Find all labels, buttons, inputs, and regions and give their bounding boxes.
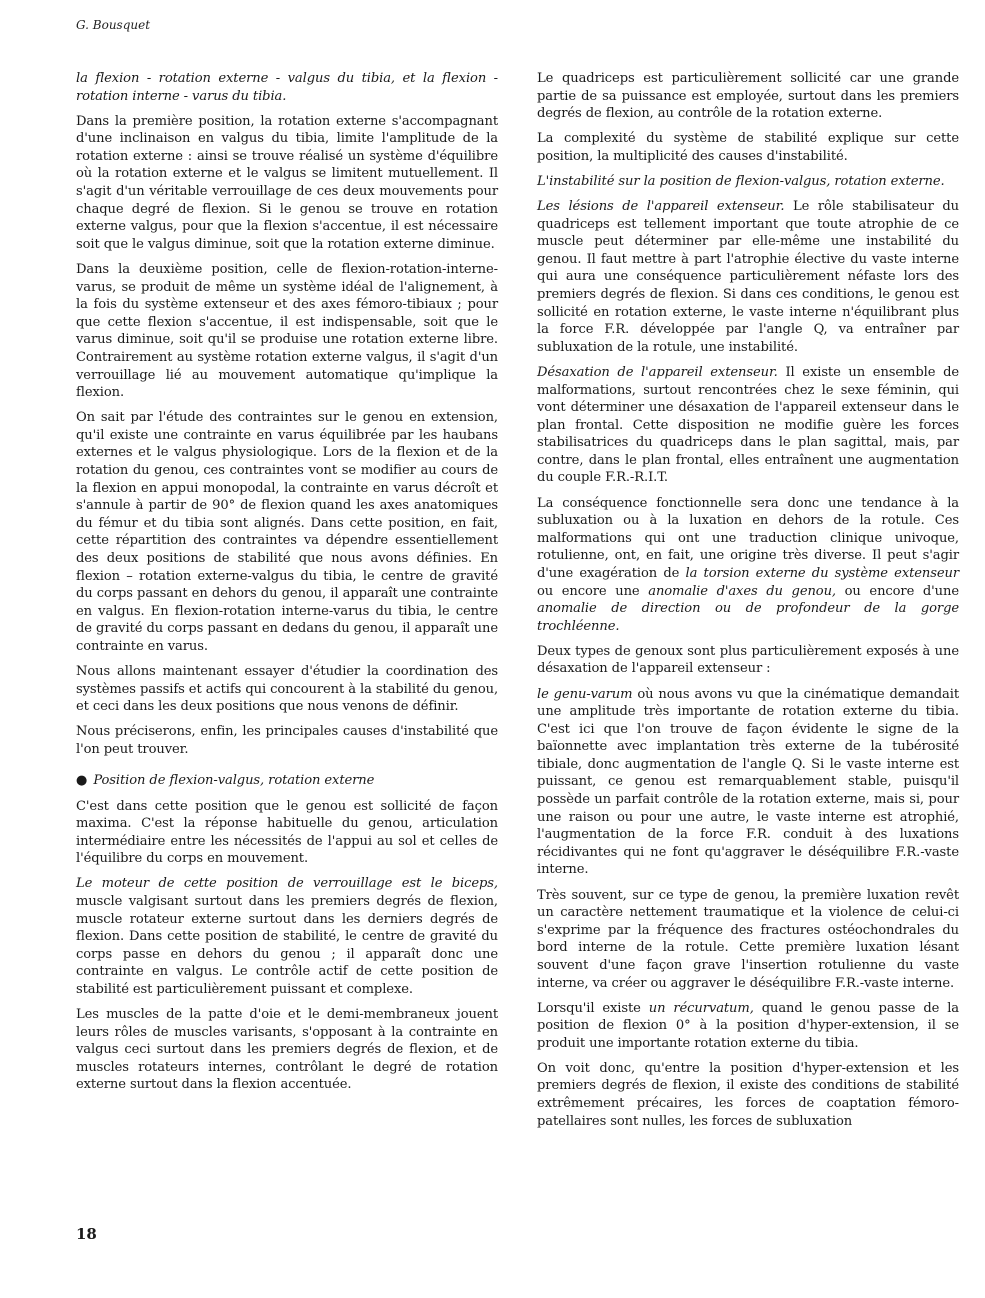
paragraph: [537, 198, 959, 356]
text-run: Lorsqu'il existe: [537, 1000, 649, 1016]
paragraph: [537, 495, 959, 636]
paragraph: Deux types de genoux sont plus particulièrement exposés à une désaxation de l'appareil extenseur :: [537, 643, 959, 677]
emphasis: anomalie de direction ou de profondeur de la gorge trochléenne.: [537, 601, 959, 634]
emphasis: anomalie d'axes du genou,: [648, 583, 836, 599]
text-run: muscle valgisant surtout dans les premiers degrés de flexion, muscle rotateur externe surtout dans les derniers degrés de flexion. Dans cette position de stabilité, le centre de gravité du corps passe en dehors du genou ; il apparaît donc une contrainte en valgus. Le contrôle actif de cette position de stabilité est particulièrement puissant et complexe.: [76, 894, 498, 997]
text-run: Il existe un ensemble de malformations, surtout rencontrées chez le sexe féminin, qui vont déterminer une désaxation de l'appareil extenseur dans le plan frontal. Cette disposition ne modifie guère les forces stabilisatrices du quadriceps dans le plan sagittal, mais, par contre, dans le plan frontal, elles entraînent une augmentation du couple F.R.-R.I.T.: [537, 364, 959, 486]
emphasis: Les lésions de l'appareil extenseur.: [537, 199, 785, 215]
paragraph: Le quadriceps est particulièrement sollicité car une grande partie de sa puissance est employée, surtout dans les premiers degrés de flexion, au contrôle de la rotation externe.: [537, 71, 959, 122]
left-column: [76, 70, 498, 1102]
paragraph: Très souvent, sur ce type de genou, la première luxation revêt un caractère nettement traumatique et la violence de celui-ci s'exprime par la fréquence des fractures ostéochondrales du bord interne de la rotule. Cette première luxation lésant souvent d'une façon grave l'insertion rotulienne du vaste interne, va créer ou aggraver le déséquilibre F.R.-vaste interne.: [537, 887, 959, 991]
paragraph: [537, 1000, 959, 1053]
paragraph: Nous préciserons, enfin, les principales causes d'instabilité que l'on peut trouver.: [76, 724, 498, 757]
bullet-icon: ●: [76, 773, 88, 789]
paragraph: Les muscles de la patte d'oie et le demi-membraneux jouent leurs rôles de muscles varisants, s'opposant à la contrainte en valgus ceci surtout dans les premiers degrés de flexion, et de muscles rotateurs internes, contrôlant le degré de rotation externe surtout dans la flexion accentuée.: [76, 1007, 498, 1093]
text-run: où nous avons vu que la cinématique demandait une amplitude très importante de rotation externe du tibia. C'est ici que l'on trouve de façon évidente le signe de la baïonnette avec implantation très externe de la tubérosité tibiale, donc augmentation de l'angle Q. Si le vaste interne est puissant, ce genou est remarquablement stable, puisqu'il possède un parfait contrôle de la rotation externe, mais si, pour une raison ou pour une autre, le vaste interne est atrophié, l'augmentation de la force F.R. conduit à des luxations récidivantes qui ne font qu'aggraver le déséquilibre F.R.-vaste interne.: [537, 686, 959, 878]
paragraph: On voit donc, qu'entre la position d'hyper-extension et les premiers degrés de flexion, il existe des conditions de stabilité extrêmement précaires, les forces de coaptation fémoro-patellaires sont nulles, les forces de subluxation: [537, 1060, 959, 1129]
paragraph: [537, 364, 959, 487]
text-run: quand le genou passe de la position de flexion 0° à la position d'hyper-extension, il se produit une importante rotation externe du tibia.: [537, 1000, 960, 1051]
paragraph: Nous allons maintenant essayer d'étudier la coordination des systèmes passifs et actifs qui concourent à la stabilité du genou, et ceci dans les deux positions que nous venons de définir.: [76, 664, 498, 715]
emphasis: le genu-varum: [537, 686, 633, 702]
text-run: Le rôle stabilisateur du quadriceps est tellement important que toute atrophie de ce muscle peut déterminer par elle-même une instabilité du genou. Il faut mettre à part l'atrophie élective du vaste interne qui aura une conséquence particulièrement néfaste lors des premiers degrés de flexion. Si dans ces conditions, le genou est sollicité en rotation externe, le vaste interne n'équilibrant plus la force F.R. développée par l'angle Q, va entraîner par subluxation de la rotule, une instabilité.: [537, 199, 959, 355]
section-heading: [76, 772, 498, 790]
emphasis: un récurvatum,: [648, 1000, 754, 1016]
emphasis: la torsion externe du système extenseur: [685, 565, 960, 581]
section-heading-text: Position de flexion-valgus, rotation externe: [93, 773, 375, 789]
paragraph: C'est dans cette position que le genou est sollicité de façon maxima. C'est la réponse habituelle du genou, articulation intermédiaire entre les nécessités de l'appui au sol et celles de l'équilibre du corps en mouvement.: [76, 798, 498, 867]
text-run: ou encore une: [537, 583, 649, 599]
subsection-heading: L'instabilité sur la position de flexion-valgus, rotation externe.: [537, 173, 945, 189]
paragraph: la flexion - rotation externe - valgus du tibia, et la flexion - rotation interne - varus du tibia.: [76, 71, 498, 104]
paragraph: La complexité du système de stabilité explique sur cette position, la multiplicité des causes d'instabilité.: [537, 131, 959, 164]
paragraph: [537, 686, 959, 880]
page-number: 18: [76, 1225, 97, 1243]
paragraph: On sait par l'étude des contraintes sur le genou en extension, qu'il existe une contrainte en varus équilibrée par les haubans externes et le valgus physiologique. Lors de la flexion et de la rotation du genou, ces contraintes vont se modifier au cours de la flexion en appui monopodal, la contrainte en varus décroît et s'annule à partir de 90° de flexion quand les axes anatomiques du fémur et du tibia sont alignés. Dans cette position, en fait, cette répartition des contraintes va dépendre essentiellement des deux positions de stabilité que nous avons définies. En flexion – rotation externe-valgus du tibia, le centre de gravité du corps passant en dehors du genou, il apparaît une contrainte en valgus. En flexion-rotation interne-varus du tibia, le centre de gravité du corps passant en dedans du genou, il apparaît une contrainte en varus.: [76, 410, 498, 654]
paragraph: [76, 875, 498, 998]
paragraph: Dans la deuxième position, celle de flexion-rotation-interne-varus, se produit de même un système idéal de l'alignement, à la fois du système extenseur et des axes fémoro-tibiaux ; pour que cette flexion s'accentue, il est indispensable, soit que le varus diminue, soit qu'il se produise une rotation externe libre. Contrairement au système rotation externe valgus, il s'agit d'un verrouillage lié au mouvement automatique qu'implique la flexion.: [76, 261, 498, 401]
emphasis: Le moteur de cette position de verrouillage est le biceps,: [76, 876, 498, 892]
running-header: G. Bousquet: [76, 18, 151, 32]
emphasis: Désaxation de l'appareil extenseur.: [537, 364, 778, 380]
text-run: La conséquence fonctionnelle sera donc une tendance à la subluxation ou à la luxation en dehors de la rotule. Ces malformations qui ont une traduction clinique univoque, rotulienne, ont, en fait, une origine très diverse. Il peut s'agir d'une exagération de: [537, 495, 959, 581]
text-run: ou encore d'une: [835, 583, 959, 599]
right-column: [537, 70, 959, 1138]
paragraph: Dans la première position, la rotation externe s'accompagnant d'une inclinaison en valgus du tibia, limite l'amplitude de la rotation externe : ainsi se trouve réalisé un système d'équilibre où la rotation externe et le valgus se limitent mutuellement. Il s'agit d'un véritable verrouillage de ces deux mouvements pour chaque degré de flexion. Si le genou se trouve en rotation externe valgus, pour que la flexion s'accentue, il est nécessaire soit que le valgus diminue, soit que la rotation externe diminue.: [76, 113, 498, 252]
